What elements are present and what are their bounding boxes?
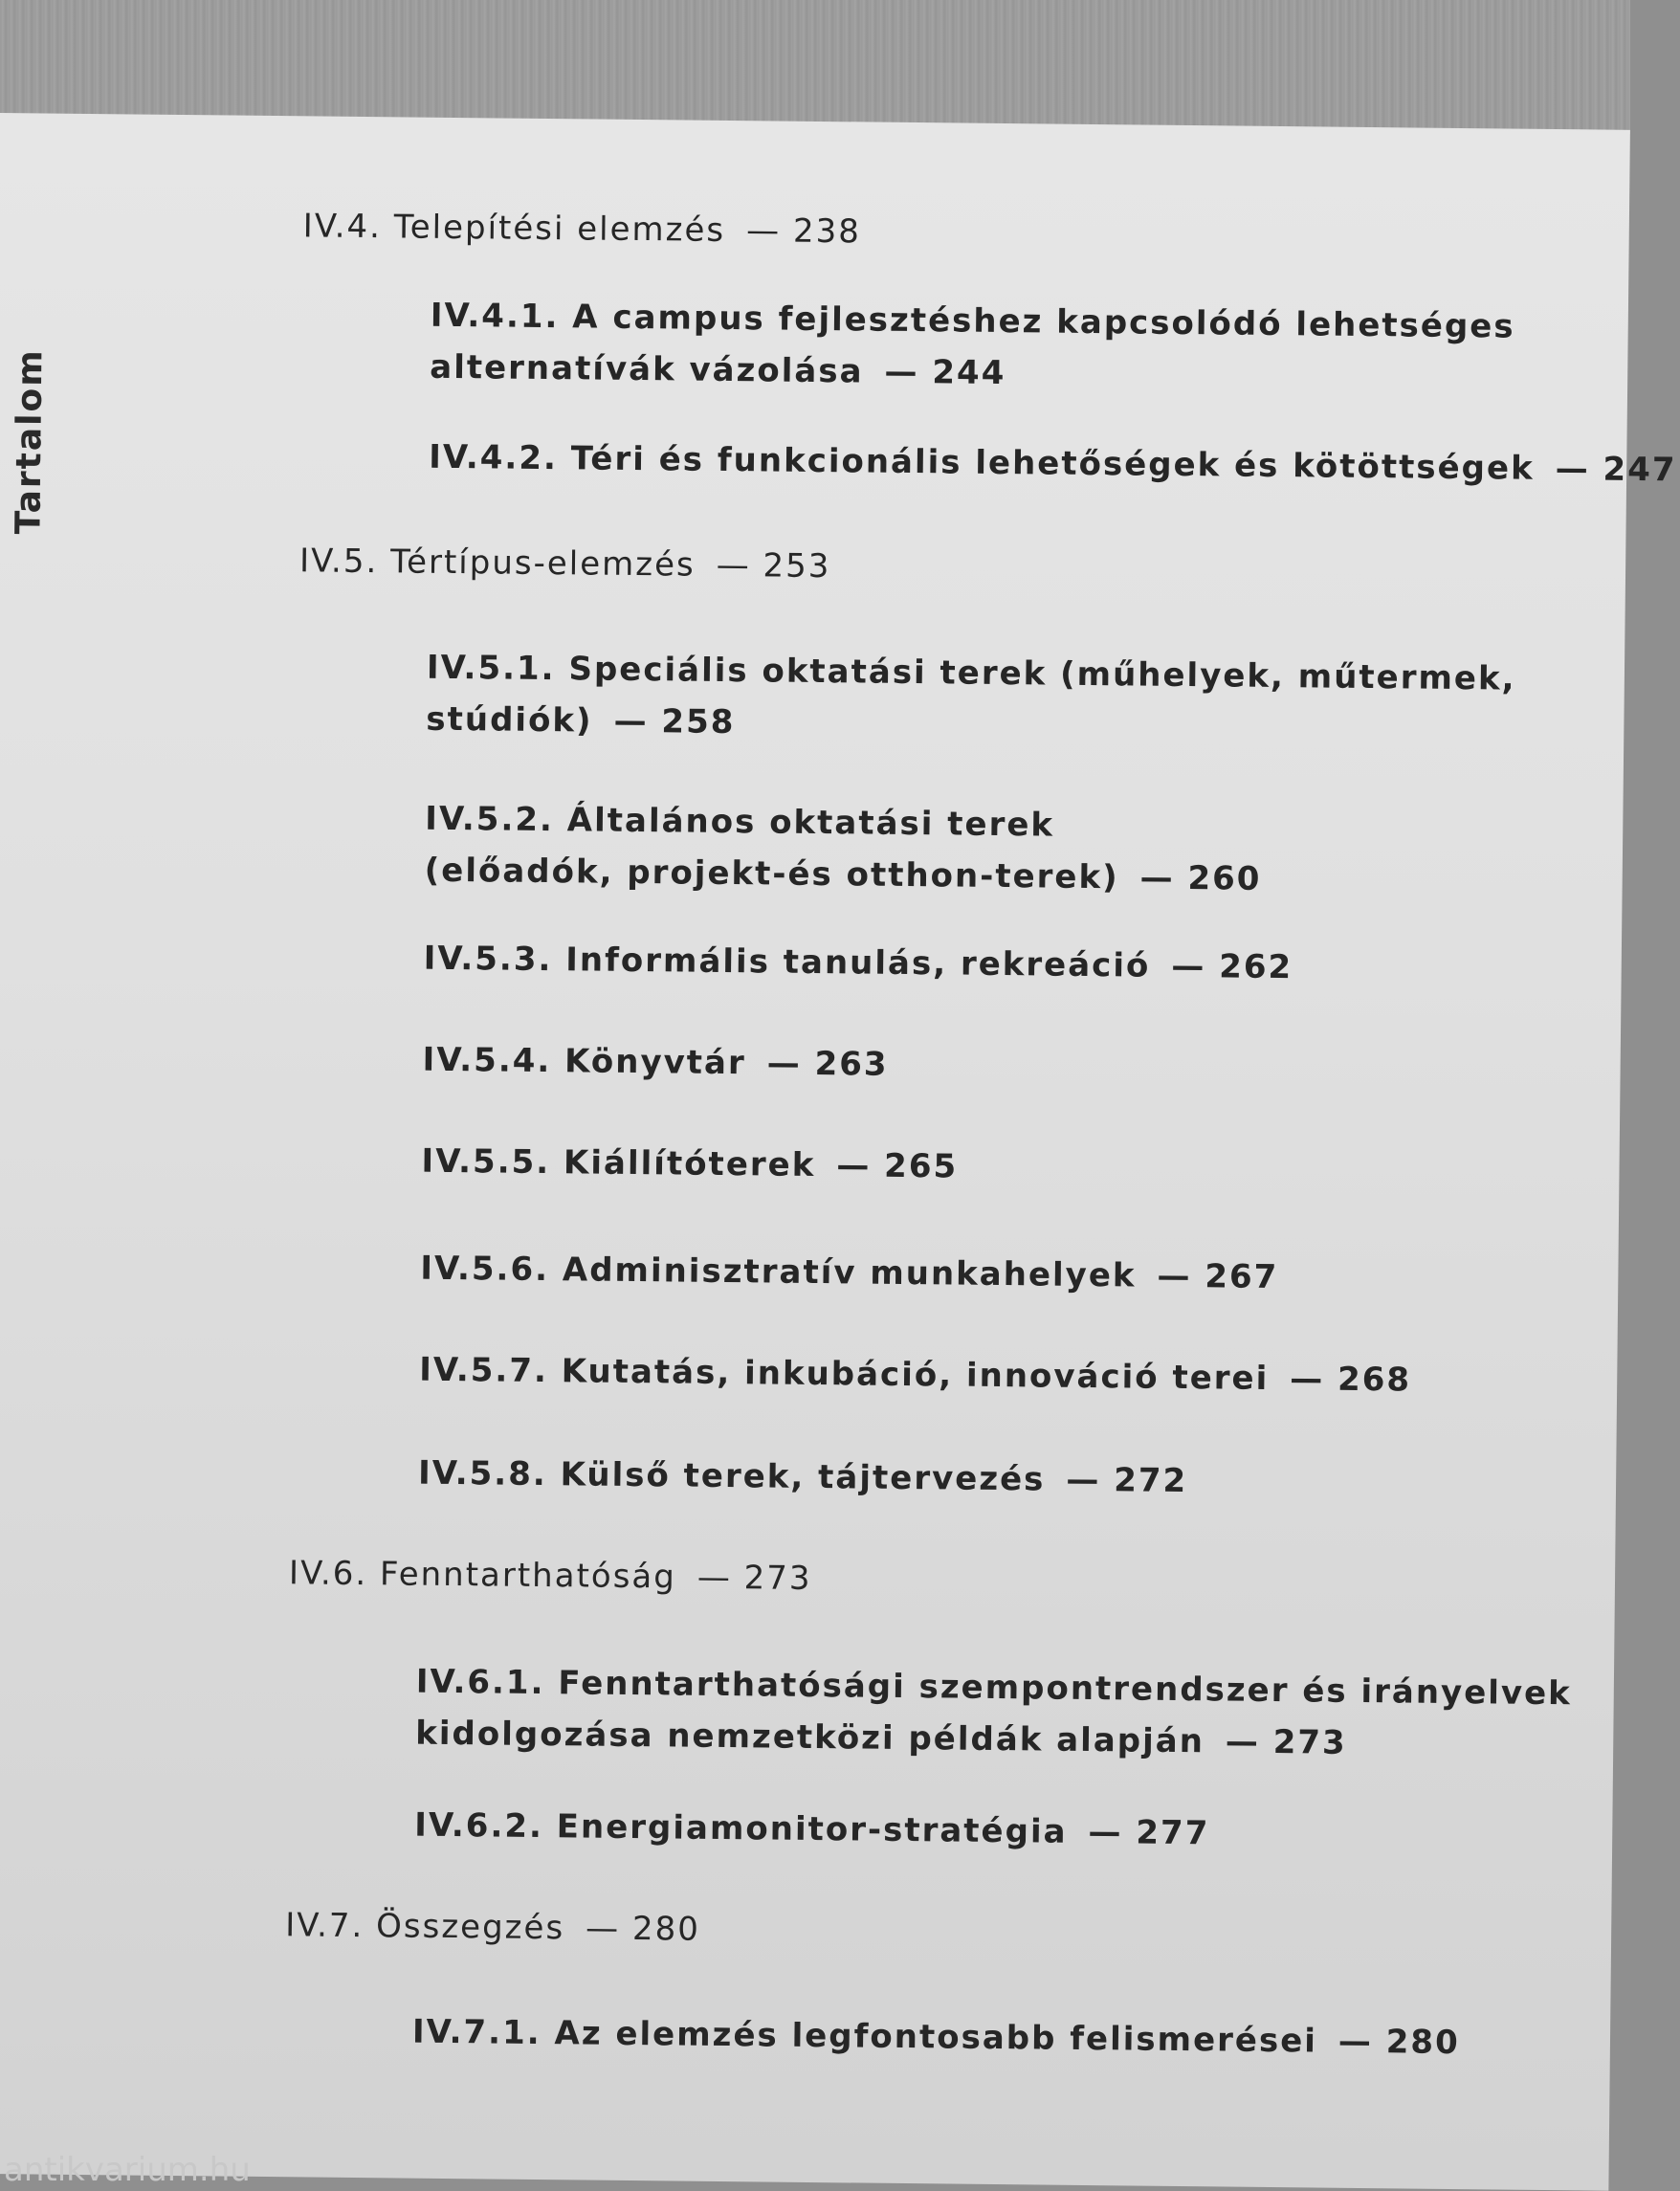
toc-entry-title: A campus fejlesztéshez kapcsolódó lehetséges [572, 298, 1515, 346]
toc-entry-title: Téri és funkcionális lehetőségek és kötöttségek [570, 439, 1535, 488]
toc-entry-number: IV.6.2. [414, 1805, 544, 1847]
toc-entry-title-continued: (előadók, projekt-és otthon-terek) [424, 851, 1119, 897]
toc-dash: — [1337, 2022, 1374, 2062]
toc-entry-line [425, 793, 1262, 853]
toc-entry-title-continued: kidolgozása nemzetközi példák alapján [415, 1714, 1205, 1761]
toc-entry-line [412, 2006, 1460, 2069]
toc-dash: — [836, 1146, 872, 1185]
toc-entry-line [421, 1136, 958, 1193]
toc-entry-line [424, 845, 1261, 905]
toc-dash: — [1066, 1460, 1101, 1500]
toc-entry-page: 280 [1385, 2023, 1460, 2063]
toc-entry-title-continued: stúdiók) [426, 699, 593, 741]
toc-dash: — [613, 701, 649, 741]
toc-entry-number: IV.5.6. [420, 1249, 550, 1290]
toc-entry-number: IV.6.1. [415, 1662, 545, 1703]
toc-entry [415, 1656, 1572, 1772]
toc-entry [422, 1034, 888, 1091]
toc-entry-page: 267 [1205, 1257, 1279, 1297]
toc-entry-title: Tértípus-elemzés [389, 542, 696, 585]
toc-entry-number: IV.7. [284, 1906, 365, 1946]
toc-dash: — [696, 1558, 733, 1598]
toc-dash: — [745, 211, 782, 251]
toc-entry-number: IV.5.4. [422, 1040, 552, 1081]
toc-entry-page: 265 [883, 1146, 959, 1186]
toc-entry-number: IV.4.1. [430, 296, 560, 337]
toc-entry-number: IV.4. [302, 207, 383, 247]
toc-entry-title: Telepítési elemzés [393, 208, 726, 250]
toc-entry-line [418, 1448, 1188, 1507]
toc-entry [302, 200, 861, 257]
toc-entry-title: Energiamonitor-stratégia [556, 1807, 1068, 1851]
toc-entry-page: 277 [1136, 1813, 1210, 1853]
toc-entry-title-continued: alternatívák vázolása [430, 347, 864, 391]
toc-entry-line [299, 535, 831, 592]
toc-entry-page: 273 [1272, 1723, 1347, 1762]
toc-entry-page: 258 [661, 702, 736, 742]
page-sheet [0, 113, 1677, 2191]
toc-entry-title: Adminisztratív munkahelyek [562, 1250, 1137, 1295]
toc-entry [285, 1899, 700, 1956]
toc-entry-page: 244 [932, 353, 1006, 393]
toc-entry [429, 432, 1677, 497]
toc-dash: — [766, 1044, 802, 1083]
toc-entry [421, 1136, 958, 1193]
toc-entry [418, 1448, 1188, 1507]
toc-entry-number: IV.4.2. [429, 437, 559, 478]
toc-entry [412, 2006, 1460, 2069]
toc-entry-line [429, 432, 1677, 497]
toc-entry-page: 253 [763, 546, 831, 586]
toc-entry-page: 273 [743, 1559, 812, 1598]
toc-entry [299, 535, 831, 592]
toc-entry-title: Kiállítóterek [563, 1143, 816, 1184]
toc-entry [424, 793, 1262, 905]
toc-dash: — [1225, 1722, 1261, 1761]
toc-entry-page: 247 [1603, 450, 1677, 490]
toc-entry-title: Külső terek, tájtervezés [560, 1455, 1046, 1499]
toc-entry-number: IV.6. [288, 1554, 368, 1594]
toc-entry-number: IV.5.5. [421, 1141, 551, 1183]
toc-entry-title: Összegzés [375, 1907, 565, 1948]
table-of-contents [0, 113, 1677, 2191]
toc-entry [420, 1243, 1278, 1303]
toc-entry-title: Általános oktatási terek [566, 801, 1055, 845]
toc-entry-number: IV.5.8. [417, 1453, 547, 1494]
toc-entry-page: 263 [814, 1044, 889, 1084]
toc-entry-number: IV.5.1. [426, 648, 556, 689]
toc-entry-line [419, 1344, 1411, 1406]
toc-entry-number: IV.7.1. [411, 2012, 542, 2053]
section-side-label: Tartalom [9, 348, 51, 535]
toc-entry-page: 268 [1337, 1360, 1412, 1400]
toc-entry-line [289, 1547, 812, 1605]
toc-dash: — [1555, 450, 1590, 489]
background-surface [0, 0, 1630, 134]
toc-dash: — [1139, 858, 1175, 897]
toc-entry-line [302, 200, 861, 257]
toc-entry-line [422, 1034, 888, 1091]
toc-entry-line [285, 1899, 700, 1956]
toc-entry-number: IV.5.7. [419, 1350, 549, 1391]
toc-entry-page: 262 [1218, 947, 1293, 987]
toc-entry [426, 642, 1516, 757]
watermark-text: antikvarium.hu [4, 2151, 251, 2189]
toc-entry [419, 1344, 1411, 1406]
toc-entry-page: 280 [631, 1910, 701, 1949]
toc-entry-title: Fenntarthatósági szempontrendszer és irányelvek [558, 1664, 1572, 1714]
toc-entry-number: IV.5.3. [423, 939, 553, 980]
toc-entry-page: 260 [1187, 859, 1262, 898]
toc-dash: — [1171, 946, 1206, 986]
toc-entry-line [423, 933, 1293, 994]
toc-dash: — [716, 545, 751, 586]
toc-entry [289, 1547, 812, 1605]
toc-dash: — [884, 352, 919, 392]
toc-dash: — [1157, 1256, 1192, 1296]
toc-entry-page: 272 [1114, 1461, 1188, 1501]
toc-dash: — [585, 1909, 621, 1948]
toc-entry-line [414, 1800, 1210, 1860]
toc-entry-title: Fenntarthatóság [379, 1555, 677, 1597]
toc-entry-number: IV.5.2. [425, 799, 555, 840]
toc-entry-title: Kutatás, inkubáció, innováció terei [561, 1352, 1270, 1398]
toc-entry-title: Informális tanulás, rekreáció [565, 941, 1151, 985]
toc-entry-title: Könyvtár [564, 1042, 746, 1083]
toc-entry-number: IV.5. [298, 542, 379, 582]
toc-entry-page: 238 [792, 211, 862, 252]
toc-entry-title: Az elemzés legfontosabb felismerései [554, 2014, 1318, 2061]
toc-entry-title: Speciális oktatási terek (műhelyek, műtermek, [568, 650, 1516, 698]
toc-entry [414, 1800, 1210, 1860]
toc-dash: — [1290, 1360, 1325, 1399]
toc-dash: — [1088, 1813, 1123, 1852]
toc-entry-line [420, 1243, 1278, 1303]
toc-entry [423, 933, 1293, 994]
toc-entry [430, 290, 1515, 405]
